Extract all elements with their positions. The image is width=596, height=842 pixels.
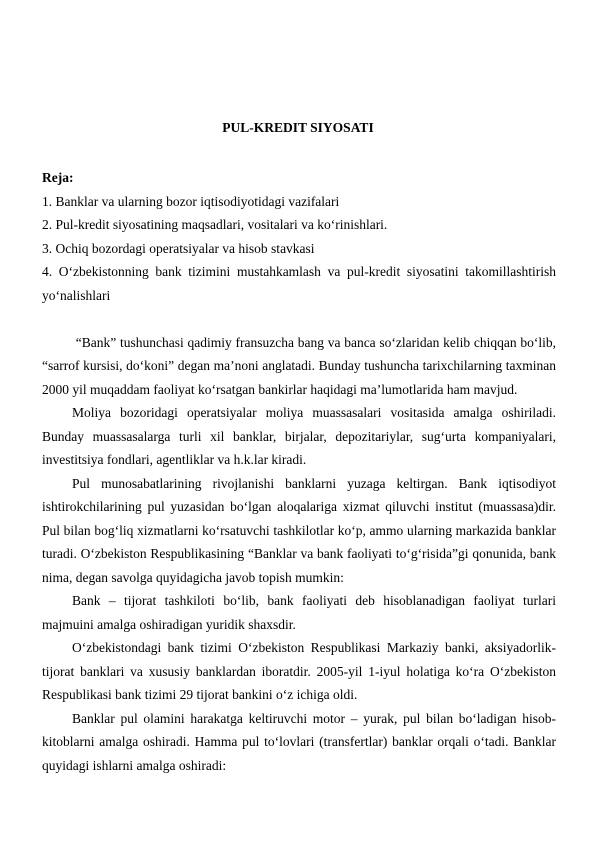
body-paragraph: Bank – tijorat tashkiloti bo‘lib, bank faoliyati deb hisoblanadigan faoliyat turlari majmuini amalga oshiradigan yuridik shaxsdir. [42,593,556,632]
plan-item: 4. O‘zbekistonning bank tizimini mustahkamlash va pul-kredit siyosatini takomillashtirish yo‘nalishlari [42,264,556,303]
body-paragraph: “Bank” tushunchasi qadimiy fransuzcha bang va banca so‘zlaridan kelib chiqqan bo‘lib, “sarrof kursisi, do‘koni” degan ma’noni anglatadi. Bunday tushuncha tarixchilarning taxminan 2000 yil muqaddam faoliyat ko‘rsatgan bankirlar haqidagi ma’lumotlarida ham mavjud. [42,334,560,397]
plan-item: 1. Banklar va ularning bozor iqtisodiyotidagi vazifalari [42,193,340,209]
document-title: PUL-KREDIT SIYOSATI [222,120,374,135]
body-paragraph: O‘zbekistondagi bank tizimi O‘zbekiston Respublikasi Markaziy banki, aksiyadorlik-tijorat banklari va xususiy banklardan iboratdir. 2005-yil 1-iyul holatiga ko‘ra O‘zbekiston Respublikasi bank tizimi 29 tijorat bankini o‘z ichiga oldi. [42,640,556,702]
document-body [42,166,560,777]
body-paragraph: Moliya bozoridagi operatsiyalar moliya muassasalari vositasida amalga oshiriladi. Bunday muassasalarga turli xil banklar, birjalar, depozitariylar, sug‘urta kompaniyalari, investitsiya fondlari, agentliklar va h.k.lar kiradi. [42,405,556,467]
plan-label: Reja: [42,170,74,185]
section-spacer [42,307,556,331]
plan-list [42,190,556,308]
plan-item: 2. Pul-kredit siyosatining maqsadlari, vositalari va ko‘rinishlari. [42,217,388,232]
plan-item: 3. Ochiq bozordagi operatsiyalar va hisob stavkasi [42,240,315,256]
body-paragraph: Pul munosabatlarining rivojlanishi banklarni yuzaga keltirgan. Bank iqtisodiyot ishtirokchilarining pul yuzasidan bo‘lgan aloqalariga xizmat qiluvchi institut (muassasa)dir. Pul bilan bog‘liq xizmatlarni ko‘rsatuvchi tashkilotlar ko‘p, ammo ularning markazida banklar turadi. O‘zbekiston Respublikasining “Banklar va bank faoliyati to‘g‘risida”gi qonunida, bank nima, degan savolga quyidagicha javob topish mumkin: [42,475,556,585]
body-paragraph: Banklar pul olamini harakatga keltiruvchi motor – yurak, pul bilan bo‘ladigan hisob-kitoblarni amalga oshiradi. Hamma pul to‘lovlari (transfertlar) banklar orqali o‘tadi. Banklar quyidagi ishlarni amalga oshiradi: [42,710,556,773]
